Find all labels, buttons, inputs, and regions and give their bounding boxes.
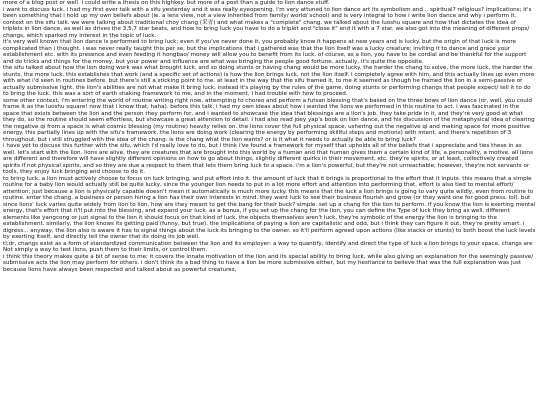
paragraph-intro: more of a blog post or well. i could write a thesis on this highkey. but more of a post than a guide to lion dance stuff.: [3, 0, 330, 6]
paragraph-routine-context: some other context, i'm entering the world of routine writing right now, attempting to choreo and perform a futsan blessing that's based on the three bows of lion dance (or, well, you could frame it as the luoshu square! now that i know that, haha). before this talk, i had my own ideas about how i wanted the lions we performed in this routine to act. i was fascinated in the space that exists between the lion and the person they perform for, and i wanted to showcase the idea that blessings are a lion's job. they take pride in it, and they're very good at what they do, so the routine should seem effortless, but showcase a great attention to detail. i had also read joey yap's book on lion dance, and his discussion of the metaphysical idea of clearing the negative qi from a space is what cosmic blessing (my routine) heavily relies on. the lions cover the full physical space, ushering out the negative qi and making space for more positive energy. this partially lines up with the sifu's framework. the lions are doing work (clearing the energy by performing skillful steps and motions) with intent, and there's repetition of 3 throughout. but i still struggled with the idea of the chang. is the chang what the lion wants? or is it what it needs to actually be able to bring luck?: [3, 97, 535, 143]
paragraph-luck: i want to discuss luck. i had my first ever talk with a sifu yesterday and it was really eyeopening. i'm very attuned to lion dance art its symbolism and .. spiritual? religious? implications; it's been something that i hold up my own beliefs about (ie. a lens view, not a view inherited from family/ world/ school) and is very integral to how i write lion dance and why i perform it.: [3, 6, 532, 19]
paragraph-sifu-context: context on the sifu talk. we were talking about traditional choy chang (采青) and what makes a "complete" chang. we talked about the luoshu square and how that dictates the idea of triplets in lion dance, as well as drives the 3,5,7 star beats, and how to bring luck you have to do a triplet and "close it" end it with a 7 star. we also got into the meaning of different props/ changs, which sparked my interest in the topic of luck.: [3, 19, 530, 39]
paragraph-luck-origin: it's very well known that lion dance is performed to bring luck; even if you've never done it, you probably know it happens at new years and is lucky. but the origin of that luck is more complicated than i thought. i was never really taught this per se, but the implications that i gathered was that the lion itself was a lucky creature; inviting it to dance and grace your establishment etc. with its presence and even feeding it hongbao/ money will allow you to benefit from its luck. of course, as a lion, you have to be cordial and be thankful for the support and do tricks and things for the money, but your power and influence are what was bringing the people good fortune. actually, it's quite the opposite.: [3, 39, 527, 65]
paragraph-lion-spirits: i have yet to discuss this further with the sifu, which i'd really love to do, but i think i've found a framework for myself that upholds all of the beliefs that i appreciate and ties these in as well. let's start with the lion. lions are alive. they are creatures that are brought into this world by a human and that human gives them a certain kind of life, a personality, a motive. all lions are different and therefore will have slightly different opinions on how to go about things, slightly different quirks in their movement, etc. they're spirits, or at least, collectively created spirits if not physical spirits, and so they are due a respect to them that lets them bring luck to a space. i'm a lion's powerful, but they're not unreachable; however, they're not servants or tools, they enjoy luck bringing and choose to do it.: [3, 143, 533, 175]
paragraph-effort-chang: to bring luck, a lion must actively choose to focus on luck bringing, and put effort into it. the amount of luck that it brings is proportional to the effort that it inputs. this means that a simple routine for a baby lion would actually still be quite lucky, since the younger lion needs to put in a lot more effort and attention into performing that. effort is also tied to mental effort/ attention; just because a lion is physically capable doesn't mean it automatically is much more lucky. this means that the luck a lion brings is going to vary quite wildly, even from routine to routine. enter the chang. a business or person hiring a lion has their own interests in mind. they want luck to see their business flourish and grow (or they want one for good press. lol). but since lions' luck varies quite widely from lion to lion, how are they meant to get the bang for their buck? simple. set up a chang for the lion to perform. if you know the lion is exerting mental energy, that's effort that it'll put into the blessing, and expand your luck. as a bonus, if you set up the chang for the lion, you can define the Type of luck they bring as well. different elements like yangcong or juzi signal to the lion it should focus on that kind of luck. the objects themselves aren't luck, they're symbolic of the energy the lion is bringing to the establishment. similarly, the lion knows its getting paid (funny, but true). the implications of paying a lion are capitalistic and odd, but i think they can figure it out, they're pretty smart. i digress... anyway, the lion also is aware it has to signal things about the luck its bringing to the owner. so it'll perform agreed upon actions (like stacks or stunts) to both boost the luck levels by exerting itself, and directly tell the owner that its doing its job well.: [3, 175, 536, 240]
paragraph-tldr: tl;dr, changs exist as a form of standardized communication between the lion and its employer: a way to quantify, identify and direct the type of luck a lion brings to your space. changs are Not simply a way to test lions, push them to their limits, or control them.: [3, 240, 533, 253]
paragraph-sifu-work: the sifu talked about how the lion doing work was what brought luck, and so doing stunts or having chang would be more lucky. the harder the chang to solve, the more luck, the harder the stunts, the more luck. this establishes that work (and a specific set of actions) is how the lion brings luck, not the lion itself. i completely agree with him, and this actually lines up even more with what i'd seen in routines before. but there's still a sticking point to me. at least in the way that the sifu framed it, to me it seemed as though he framed the lion in a semi-passive or actually submissive light. the lion's abilities are not what make it bring luck, instead it's playing by the rules of the game, doing stunts or performing changs that people expect/ tell it to do to bring the luck. this was a sort of earth shaking framework to me, and in the moment, i had trouble with how to proceed.: [3, 65, 535, 97]
paragraph-conclusion: i think this theory makes quite a bit of sense to me; it covers the innate motivation of the lion and its special ability to bring luck, while also giving an explanation for the seemingly passive/ submissive acts the lion may perform for others. i don't think its a bad thing to have a lion be more submissive either, but my hesitance to believe that was the full explanation was just because lions have always been respected and talked about as powerful creatures,: [3, 253, 534, 273]
